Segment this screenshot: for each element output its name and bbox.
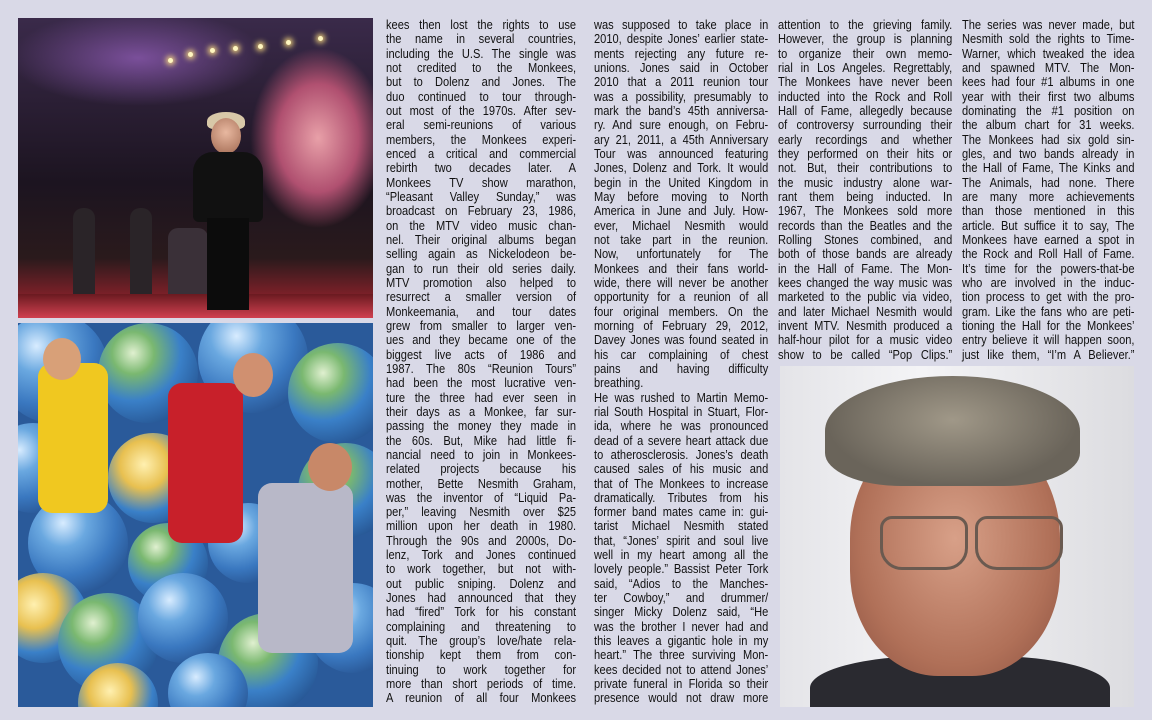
text-line: attention to the grieving family. <box>778 18 953 32</box>
guitarist-figure <box>130 208 152 298</box>
text-line: they performed on their hits or <box>778 146 953 161</box>
stage-light <box>286 40 291 45</box>
text-line: Rolling Stones combined, and <box>778 232 953 247</box>
text-line: million upon her death in 1980. <box>386 519 577 534</box>
text-line: the Hall of Fame, The Kinks and <box>962 161 1135 176</box>
text-line: in the Hall of Fame. The Mon- <box>778 261 953 276</box>
text-line: nel. Their original albums began <box>386 232 577 247</box>
text-line: to atherosclerosis. Jones’s death <box>594 447 769 462</box>
text-line: caused sales of his music and <box>594 462 769 477</box>
text-line: related projects because his <box>386 462 577 477</box>
text-line: including the U.S. The single was <box>386 46 577 61</box>
text-line: just like them, “I’m A Believer.” <box>962 347 1135 362</box>
text-line: both of those bands are already <box>778 247 953 262</box>
text-line: passing the money they made in <box>386 419 577 434</box>
text-line: wide, there will never be another <box>594 275 769 290</box>
text-line: more than short periods of time. <box>386 677 577 692</box>
text-line: kees had four #1 albums in one <box>962 75 1135 90</box>
text-line: Warner, which tweaked the idea <box>962 46 1135 61</box>
member-red-suit <box>168 383 243 543</box>
text-line: are many more achievements <box>962 189 1135 204</box>
text-line: Davey Jones was found seated in <box>594 333 769 348</box>
text-line: entry believe it will happen soon, <box>962 333 1135 348</box>
text-line: not take part in the reunion. <box>594 232 769 247</box>
text-line: article. But suffice it to say, The <box>962 218 1135 233</box>
guitarist-figure <box>73 208 95 298</box>
text-line: pains and having difficulty <box>594 361 769 376</box>
text-line: heart.” The three surviving Mon- <box>594 648 769 663</box>
text-line: had “fired” Tork for his constant <box>386 605 577 620</box>
text-line: 2010 that a 2011 reunion tour <box>594 75 769 90</box>
article-column-1 <box>386 18 576 706</box>
text-line: marketed to the public via video, <box>778 290 953 305</box>
text-line: grew from smaller to larger ven- <box>386 318 577 333</box>
text-line: ever, Michael Nesmith would <box>594 218 769 233</box>
text-line: The Monkees had six gold sin- <box>962 132 1135 147</box>
text-line: eral semi-reunions of various <box>386 118 577 133</box>
text-line: said, “Adios to the Manches- <box>594 576 769 591</box>
stage-light <box>318 36 323 41</box>
text-line: who are involved in the induc- <box>962 275 1135 290</box>
text-line: inducted into the Rock and Roll <box>778 89 953 104</box>
text-line: dead of a severe heart attack due <box>594 433 769 448</box>
text-line: ues and they became one of the <box>386 333 577 348</box>
text-line: members, the Monkees experi- <box>386 132 577 147</box>
text-line: his car complaining of chest <box>594 347 769 362</box>
text-line: was a possibility, presumably to <box>594 89 769 104</box>
text-line: lenz, Tork and Jones continued <box>386 548 577 563</box>
text-line: opportunity for a reunion of all <box>594 290 769 305</box>
text-line: duo continued to tour through- <box>386 89 577 104</box>
text-line: quit. The group’s love/hate rela- <box>386 634 577 649</box>
text-line: enced a critical and commercial <box>386 146 577 161</box>
text-line: begin in the United Kingdom in <box>594 175 769 190</box>
text-line: “Pleasant Valley Sunday,” was <box>386 189 577 204</box>
text-line: breathing. <box>594 376 644 391</box>
text-line: May before moving to North <box>594 189 769 204</box>
text-line: nancial need to join in Monkees- <box>386 447 577 462</box>
text-line: ry. And sure enough, on Febru- <box>594 118 769 133</box>
text-line: dramatically. Tributes from his <box>594 490 769 505</box>
singer-figure <box>193 118 263 308</box>
text-line: Jones had announced that they <box>386 591 577 606</box>
text-line: year with their first two albums <box>962 89 1135 104</box>
text-line: The Monkees have never been <box>778 75 953 90</box>
text-line: America in June and July. How- <box>594 204 769 219</box>
text-line: gan to run their old series daily. <box>386 261 577 276</box>
text-line: private funeral in Florida so their <box>594 677 769 692</box>
text-line: was the inventor of “Liquid Pa- <box>386 490 577 505</box>
text-line: of controversy surrounding their <box>778 118 953 133</box>
text-line: presence would not draw more <box>594 691 769 706</box>
text-line: the album chart for 31 weeks. <box>962 118 1135 133</box>
text-line: show to be called “Pop Clips.” <box>778 347 953 362</box>
text-line: lovely people.” Bassist Peter Tork <box>594 562 769 577</box>
text-line: on the MTV video music chan- <box>386 218 577 233</box>
text-line: ary 21, 2011, a 45th Anniversary <box>594 132 769 147</box>
text-line: the music industry alone war- <box>778 175 953 190</box>
member-face <box>308 443 352 491</box>
stage-light <box>210 48 215 53</box>
text-line: tarist Michael Nesmith stated <box>594 519 769 534</box>
text-line: The Animals, had none. There <box>962 175 1135 190</box>
text-line: had been the most lucrative ven- <box>386 376 577 391</box>
text-line: However, the group is planning <box>778 32 953 47</box>
text-line: gles, and two bands already in <box>962 146 1135 161</box>
text-line: and spawned MTV. The Mon- <box>962 60 1135 75</box>
text-line: Monkeemania, and tour dates <box>386 304 577 319</box>
text-line: mother, Bette Nesmith Graham, <box>386 476 577 491</box>
text-line: He was rushed to Martin Memo- <box>594 390 769 405</box>
text-line: out public sniping. Dolenz and <box>386 576 577 591</box>
text-line: to organize their own memo- <box>778 46 953 61</box>
text-line: out most of the 1970s. After sev- <box>386 103 577 118</box>
text-line: Monkees and their fans world- <box>594 261 769 276</box>
text-line: per,” leaving Nesmith over $25 <box>386 505 577 520</box>
text-line: Monkees TV show marathon, <box>386 175 577 190</box>
text-line: but to Dolenz and Jones. The <box>386 75 577 90</box>
text-line: well in my heart among all the <box>594 548 769 563</box>
text-line: ture the three had ever seen in <box>386 390 577 405</box>
article-column-4 <box>962 18 1134 362</box>
text-line: the Rock and Roll Hall of Fame. <box>962 247 1135 262</box>
text-line: kees then lost the rights to use <box>386 18 577 32</box>
text-line: resurrect a smaller version of <box>386 290 577 305</box>
text-line: was supposed to take place in <box>594 18 769 32</box>
text-line: tion process to get with the pro- <box>962 290 1135 305</box>
text-line: to work together, but not with- <box>386 562 577 577</box>
text-line: was the brother I never had and <box>594 619 769 634</box>
davy-jones-portrait <box>780 366 1134 707</box>
member-grey-suit <box>258 483 353 653</box>
concert-photo <box>18 18 373 318</box>
text-line: rial South Hospital in Stuart, Flor- <box>594 404 769 419</box>
text-line: early recordings and whether <box>778 132 953 147</box>
text-line: tionship kept them from con- <box>386 648 577 663</box>
text-line: than those mentioned in this <box>962 204 1135 219</box>
text-line: selling again as Nickelodeon be- <box>386 247 577 262</box>
text-line: broadcast on February 23, 1986, <box>386 204 577 219</box>
text-line: ida, where he was pronounced <box>594 419 769 434</box>
text-line: 1987. The 80s “Reunion Tours” <box>386 361 577 376</box>
text-line: the 60s. But, Mike had little fi- <box>386 433 577 448</box>
text-line: Monkees have earned a spot in <box>962 232 1135 247</box>
text-line: former band mates came in: gui- <box>594 505 769 520</box>
text-line: 1967, The Monkees sold more <box>778 204 953 219</box>
text-line: unions. Jones said in October <box>594 60 769 75</box>
text-line: ter Cowboy,” and drummer/ <box>594 591 769 606</box>
text-line: rebirth two decades later. A <box>386 161 577 176</box>
member-face <box>43 338 81 380</box>
text-line: Tour was announced featuring <box>594 146 769 161</box>
stage-light <box>168 58 173 63</box>
text-line: biggest live acts of 1986 and <box>386 347 577 362</box>
text-line: Hall of Fame, allegedly because <box>778 103 953 118</box>
text-line: morning of February 29, 2012, <box>594 318 769 333</box>
member-face <box>233 353 273 397</box>
text-line: four original members. On the <box>594 304 769 319</box>
text-line: records than the Beatles and the <box>778 218 953 233</box>
text-line: complaining and threatening to <box>386 619 577 634</box>
text-line: and later Michael Nesmith would <box>778 304 953 319</box>
text-line: half-hour pilot for a music video <box>778 333 953 348</box>
article-column-3 <box>778 18 952 362</box>
text-line: tinuing to work together for <box>386 662 577 677</box>
stage-light <box>233 46 238 51</box>
text-line: this leaves a gigantic hole in my <box>594 634 769 649</box>
text-line: not credited to the Monkees, <box>386 60 577 75</box>
text-line: tioning the Hall for the Monkees’ <box>962 318 1135 333</box>
text-line: MTV promotion also helped to <box>386 275 577 290</box>
text-line: dominating the #1 position on <box>962 103 1135 118</box>
text-line: Jones, Dolenz and Tork. It would <box>594 161 769 176</box>
text-line: mark the band’s 45th anniversa- <box>594 103 769 118</box>
article-column-2 <box>594 18 768 706</box>
text-line: invent MTV. Nesmith produced a <box>778 318 953 333</box>
monkees-globes-photo <box>18 323 373 707</box>
text-line: the name in several countries, <box>386 32 577 47</box>
text-line: 2010, despite Jones’ earlier state- <box>594 32 769 47</box>
text-line: kees decided not to attend Jones’ <box>594 662 769 677</box>
text-line: It’s time for the powers-that-be <box>962 261 1135 276</box>
text-line: kees changed the way music was <box>778 275 953 290</box>
text-line: rant them being inducted. In <box>778 189 953 204</box>
text-line: Now, unfortunately for The <box>594 247 769 262</box>
text-line: their days as a Monkee, far sur- <box>386 404 577 419</box>
text-line: singer Micky Dolenz said, “He <box>594 605 769 620</box>
text-line: ments rejecting any future re- <box>594 46 769 61</box>
text-line: rial in Los Angeles. Regrettably, <box>778 60 953 75</box>
stage-light <box>188 52 193 57</box>
text-line: Nesmith sold the rights to Time- <box>962 32 1135 47</box>
text-line: A reunion of all four Monkees <box>386 691 577 706</box>
text-line: The series was never made, but <box>962 18 1135 32</box>
text-line: that, “Jones’ spirit and soul live <box>594 533 769 548</box>
text-line: Through the 90s and 2000s, Do- <box>386 533 577 548</box>
text-line: not. But, their contributions to <box>778 161 953 176</box>
member-yellow-suit <box>38 363 108 513</box>
stage-light <box>258 44 263 49</box>
text-line: that of The Monkees to increase <box>594 476 769 491</box>
text-line: gram. Like the fans who are peti- <box>962 304 1135 319</box>
